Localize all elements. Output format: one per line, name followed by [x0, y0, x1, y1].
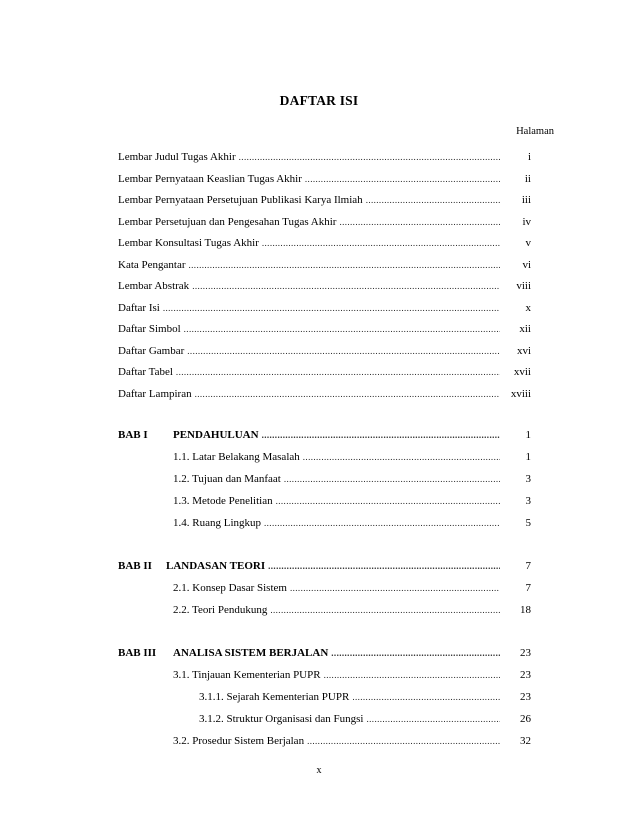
toc-page-number: 3 [525, 473, 531, 485]
toc-page-number: xviii [510, 387, 531, 400]
toc-entry [118, 172, 531, 186]
leader-dots [352, 690, 500, 704]
toc-entry-label: 1.4. Ruang Lingkup [173, 517, 261, 529]
chapter-code: BAB II [118, 560, 152, 572]
section-entry [173, 494, 531, 508]
toc-page-number: xvi [516, 344, 531, 357]
leader-dots [195, 387, 500, 401]
section-entry [173, 450, 531, 464]
toc-entry [118, 344, 531, 358]
section-entry [173, 516, 531, 530]
toc-entry-label: 3.1.1. Sejarah Kementerian PUPR [199, 691, 350, 703]
toc-entry-label: 1.1. Latar Belakang Masalah [173, 451, 300, 463]
toc-entry-label: Daftar Lampiran [118, 387, 192, 400]
toc-page-number: iv [522, 215, 531, 228]
section-entry [173, 581, 531, 595]
toc-entry [118, 301, 531, 315]
chapter-code: BAB III [118, 647, 157, 659]
toc-entry-label: 3.1. Tinjauan Kementerian PUPR [173, 669, 321, 681]
leader-dots [268, 559, 500, 573]
leader-dots [163, 301, 500, 315]
toc-page-number: 23 [520, 691, 531, 703]
leader-dots [264, 516, 500, 530]
section-entry [173, 668, 531, 682]
toc-entry-label: 1.2. Tujuan dan Manfaat [173, 473, 281, 485]
toc-page-number: ii [524, 172, 531, 185]
leader-dots [284, 472, 500, 486]
chapter-title: LANDASAN TEORI [166, 560, 266, 572]
toc-entry-label: Kata Pengantar [118, 258, 186, 271]
toc-entry-label: Daftar Isi [118, 301, 160, 314]
toc-entry [118, 387, 531, 401]
section-entry [173, 603, 531, 617]
leader-dots [184, 322, 500, 336]
toc-page-number: 23 [520, 669, 531, 681]
toc-page-number: 1 [525, 429, 531, 441]
page-title: DAFTAR ISI [279, 93, 359, 108]
toc-entry [118, 365, 531, 379]
toc-entry-label: Lembar Pernyataan Persetujuan Publikasi Karya Ilmiah [118, 194, 363, 206]
section-entry [173, 734, 531, 748]
chapter-entry [118, 559, 531, 573]
toc-entry-label: Lembar Pernyataan Keaslian Tugas Akhir [118, 172, 302, 185]
leader-dots [367, 712, 501, 726]
toc-entry-label: 2.1. Konsep Dasar Sistem [173, 582, 287, 594]
chapter-title: PENDAHULUAN [173, 429, 259, 441]
toc-page-number: v [525, 237, 531, 249]
leader-dots [262, 428, 500, 442]
chapter-entry [118, 428, 531, 442]
toc-page-number: xii [519, 323, 531, 335]
toc-entry-label: Daftar Simbol [118, 323, 181, 335]
toc-entry-label: 1.3. Metode Penelitian [173, 495, 273, 507]
toc-entry-label: 3.2. Prosedur Sistem Berjalan [173, 735, 305, 747]
leader-dots [305, 172, 500, 186]
leader-dots [366, 193, 500, 207]
leader-dots [331, 646, 500, 660]
toc-entry [118, 193, 531, 207]
leader-dots [307, 734, 500, 748]
leader-dots [239, 150, 500, 164]
toc-page-number: 7 [525, 560, 531, 572]
toc-page-number: 26 [520, 713, 531, 725]
page-column-header: Halaman [516, 126, 554, 137]
leader-dots [276, 494, 500, 508]
toc-entry [118, 215, 531, 229]
toc-page-number: i [527, 151, 531, 163]
toc-entry-label: 3.1.2. Struktur Organisasi dan Fungsi [199, 713, 364, 725]
leader-dots [324, 668, 500, 682]
toc-entry [118, 258, 531, 272]
chapter-entry [118, 646, 531, 660]
toc-page-number: 3 [525, 495, 531, 507]
leader-dots [303, 450, 500, 464]
toc-page-number: 1 [525, 451, 531, 463]
toc-entry [118, 150, 531, 164]
chapter-code: BAB I [118, 429, 148, 441]
section-entry [199, 690, 531, 704]
toc-page-number: xvii [513, 366, 531, 378]
toc-entry-label: Daftar Gambar [118, 344, 185, 357]
toc-page-number: vi [522, 258, 531, 271]
leader-dots [339, 215, 500, 229]
toc-entry-label: Daftar Tabel [118, 366, 173, 378]
toc-page-number: 7 [525, 582, 531, 594]
toc-entry [118, 322, 531, 336]
toc-entry [118, 279, 531, 293]
toc-entry [118, 236, 531, 250]
leader-dots [189, 258, 501, 272]
chapter-title: ANALISA SISTEM BERJALAN [173, 647, 329, 659]
section-entry [199, 712, 531, 726]
toc-page-number: iii [521, 194, 531, 206]
section-entry [173, 472, 531, 486]
leader-dots [187, 344, 500, 358]
leader-dots [192, 279, 500, 293]
toc-entry-label: Lembar Persetujuan dan Pengesahan Tugas Akhir [118, 215, 337, 228]
toc-page-number: 5 [525, 517, 531, 529]
leader-dots [290, 581, 500, 595]
toc-page-number: x [525, 301, 531, 314]
toc-entry-label: 2.2. Teori Pendukung [173, 604, 268, 616]
leader-dots [270, 603, 500, 617]
toc-page-number: 23 [520, 647, 531, 659]
toc-page-number: 18 [520, 604, 531, 616]
leader-dots [176, 365, 500, 379]
toc-entry-label: Lembar Konsultasi Tugas Akhir [118, 237, 259, 249]
toc-page-number: viii [516, 280, 531, 292]
footer-page-number: x [316, 765, 322, 776]
toc-entry-label: Lembar Abstrak [118, 280, 190, 292]
leader-dots [262, 236, 500, 250]
toc-page-number: 32 [520, 735, 531, 747]
toc-entry-label: Lembar Judul Tugas Akhir [118, 151, 236, 163]
